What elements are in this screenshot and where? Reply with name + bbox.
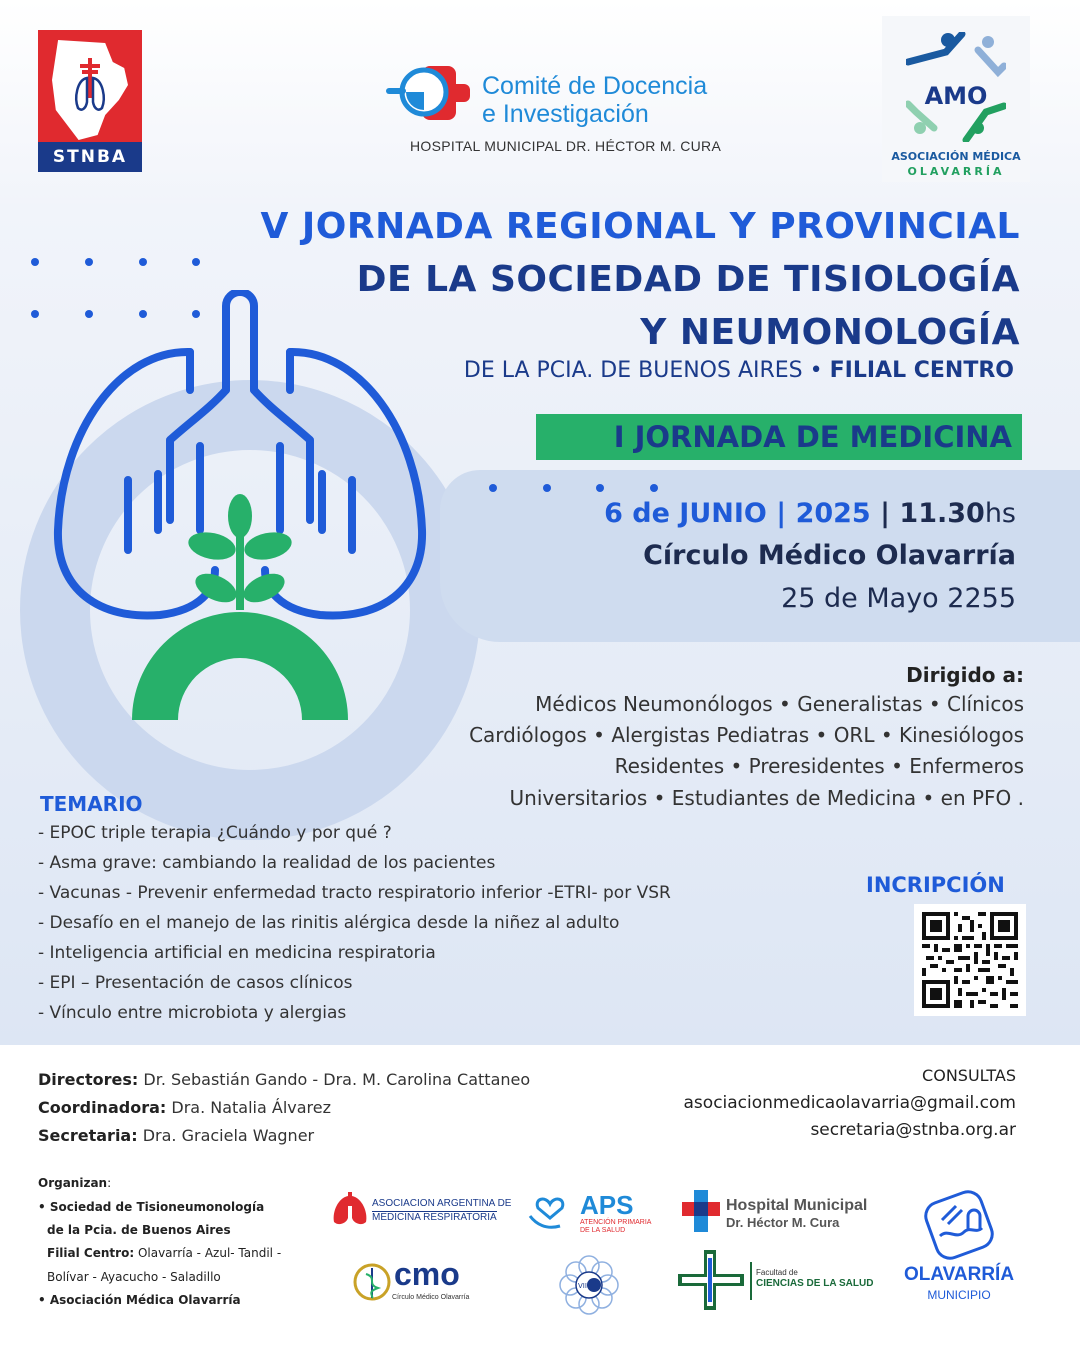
event-year: 2025 (795, 498, 871, 529)
facultad-cross-icon (678, 1250, 744, 1310)
event-day: 6 de JUNIO (604, 498, 767, 529)
event-time-unit: hs (984, 498, 1016, 529)
hospital-cross-icon (682, 1190, 720, 1232)
aps-text: APS (580, 1190, 634, 1220)
qr-code[interactable] (914, 904, 1026, 1016)
caduceus-icon (352, 1260, 392, 1304)
hospital-line1: Hospital Municipal (726, 1197, 868, 1214)
filial-cities: Olavarría - Azul- Tandil - (134, 1246, 282, 1260)
organizan-colon: : (107, 1176, 112, 1190)
aamr-line2: MEDICINA RESPIRATORIA (372, 1212, 497, 1223)
secretaria-name: Dra. Graciela Wagner (142, 1126, 315, 1145)
temario-item: - Vínculo entre microbiota y alergias (38, 1003, 347, 1023)
temario-item: - EPOC triple terapia ¿Cuándo y por qué ? (38, 823, 392, 843)
date-sep1: | (776, 498, 787, 529)
comite-hospital: HOSPITAL MUNICIPAL DR. HÉCTOR M. CURA (410, 138, 722, 154)
date-sep2: | (880, 498, 890, 529)
amo-figures-icon (906, 32, 1006, 142)
dirigido-line: Residentes • Preresidentes • Enfermeros (614, 754, 1024, 778)
facultad-line1: Facultad de (756, 1268, 798, 1277)
dirigido-line: Médicos Neumonólogos • Generalistas • Clínicos (535, 692, 1024, 716)
olavarria-text: OLAVARRÍA (903, 1264, 1015, 1285)
consultas-title: CONSULTAS (922, 1066, 1016, 1085)
email-amo[interactable]: asociacionmedicaolavarria@gmail.com (683, 1093, 1016, 1113)
facultad-line2: CIENCIAS DE LA SALUD (756, 1278, 874, 1289)
organizan-line: Bolívar - Ayacucho - Saladillo (47, 1270, 221, 1284)
organizan-amo: • Asociación Médica Olavarría (38, 1293, 241, 1307)
banner-text: I JORNADA DE MEDICINA (613, 420, 1012, 454)
subtitle-region: DE LA PCIA. DE BUENOS AIRES (463, 358, 803, 383)
facultad-logo (678, 1250, 878, 1310)
filial-label: Filial Centro: (47, 1246, 135, 1260)
comite-title-line2: e Investigación (482, 100, 649, 128)
dirigido-line: Universitarios • Estudiantes de Medicina • en PFO . (509, 786, 1024, 810)
event-time: 11.30 (899, 498, 985, 529)
heading-line3: Y NEUMONOLOGÍA (640, 312, 1020, 353)
aps-logo (526, 1188, 666, 1236)
cmo-text: cmo (394, 1256, 460, 1292)
aps-line2: DE LA SALUD (580, 1227, 626, 1234)
subtitle-separator: • (809, 358, 823, 383)
heading-subtitle (464, 358, 1014, 383)
subtitle-filial: FILIAL CENTRO (829, 358, 1014, 383)
inscripcion-title: INCRIPCIÓN (866, 873, 1005, 897)
stnba-label: STNBA (38, 142, 142, 172)
comite-title-line1: Comité de Docencia (482, 72, 708, 100)
hospital-logo (682, 1190, 882, 1234)
cmo-logo (352, 1256, 476, 1308)
aamr-logo (330, 1190, 512, 1230)
coordinadora (38, 1098, 331, 1117)
coordinadora-name: Dra. Natalia Álvarez (171, 1098, 332, 1117)
temario-item: - Inteligencia artificial en medicina respiratoria (38, 943, 436, 963)
heading-line1: V JORNADA REGIONAL Y PROVINCIAL (260, 206, 1020, 247)
temario-title: TEMARIO (40, 792, 143, 816)
olavarria-logo (892, 1190, 1026, 1310)
qr-code-icon (922, 912, 1018, 1008)
temario-item: - Vacunas - Prevenir enfermedad tracto respiratorio inferior -ETRI- por VSR (38, 883, 671, 903)
dirigido-line: Cardiólogos • Alergistas Pediatras • ORL • Kinesiólogos (469, 723, 1024, 747)
organizan-line (38, 1200, 264, 1214)
secretaria-label: Secretaria: (38, 1126, 138, 1145)
amo-text: AMO (924, 82, 988, 110)
directores-label: Directores: (38, 1070, 139, 1089)
event-venue: Círculo Médico Olavarría (643, 540, 1016, 571)
temario-item: - Asma grave: cambiando la realidad de los pacientes (38, 853, 496, 873)
amo-line2: OLAVARRÍA (907, 165, 1005, 178)
olavarria-sub: MUNICIPIO (927, 1288, 991, 1302)
directores (38, 1070, 530, 1089)
aamr-line1: ASOCIACION ARGENTINA DE (372, 1198, 512, 1209)
hospital-line2: Dr. Héctor M. Cura (726, 1215, 840, 1230)
olavarria-emblem-icon (922, 1190, 996, 1260)
viii-seal-logo (556, 1252, 622, 1318)
dirigido-title: Dirigido a: (906, 663, 1024, 687)
organizan-stnba: • Sociedad de Tisioneumonología (38, 1200, 265, 1214)
directores-names: Dr. Sebastián Gando - Dra. M. Carolina Cattaneo (143, 1070, 531, 1089)
aps-line1: ATENCIÓN PRIMARIA (580, 1219, 652, 1226)
organizan-line (47, 1223, 231, 1237)
heading-line2: DE LA SOCIEDAD DE TISIOLOGÍA (356, 259, 1020, 300)
comite-title (482, 72, 707, 128)
coordinadora-label: Coordinadora: (38, 1098, 167, 1117)
event-date (604, 498, 1016, 529)
lungs-cross-icon (72, 58, 108, 118)
secretaria (38, 1126, 314, 1145)
lungs-red-icon (330, 1192, 370, 1228)
hands-heart-icon (526, 1190, 574, 1234)
temario-item: - EPI – Presentación de casos clínicos (38, 973, 353, 993)
stnba-logo (38, 30, 142, 172)
organizan-stnba-2: de la Pcia. de Buenos Aires (47, 1223, 231, 1237)
flower-seal-icon (556, 1252, 622, 1318)
organizan-line (38, 1293, 241, 1307)
organizan-title (38, 1176, 111, 1190)
event-address: 25 de Mayo 2255 (781, 583, 1016, 614)
temario-item: - Desafío en el manejo de las rinitis alérgica desde la niñez al adulto (38, 913, 620, 933)
organizan-label: Organizan (38, 1176, 108, 1190)
green-banner (536, 414, 1022, 460)
green-hill (132, 612, 348, 720)
email-stnba[interactable]: secretaria@stnba.org.ar (810, 1120, 1016, 1140)
viii-text: VIII (578, 1282, 589, 1290)
comite-docencia-icon (386, 62, 472, 124)
amo-logo (882, 16, 1030, 182)
amo-line1: ASOCIACIÓN MÉDICA (891, 150, 1021, 163)
cmo-subtitle: Círculo Médico Olavarría (392, 1294, 470, 1301)
facultad-divider (750, 1262, 752, 1300)
event-heading (260, 200, 1020, 359)
organizan-line (47, 1246, 281, 1260)
